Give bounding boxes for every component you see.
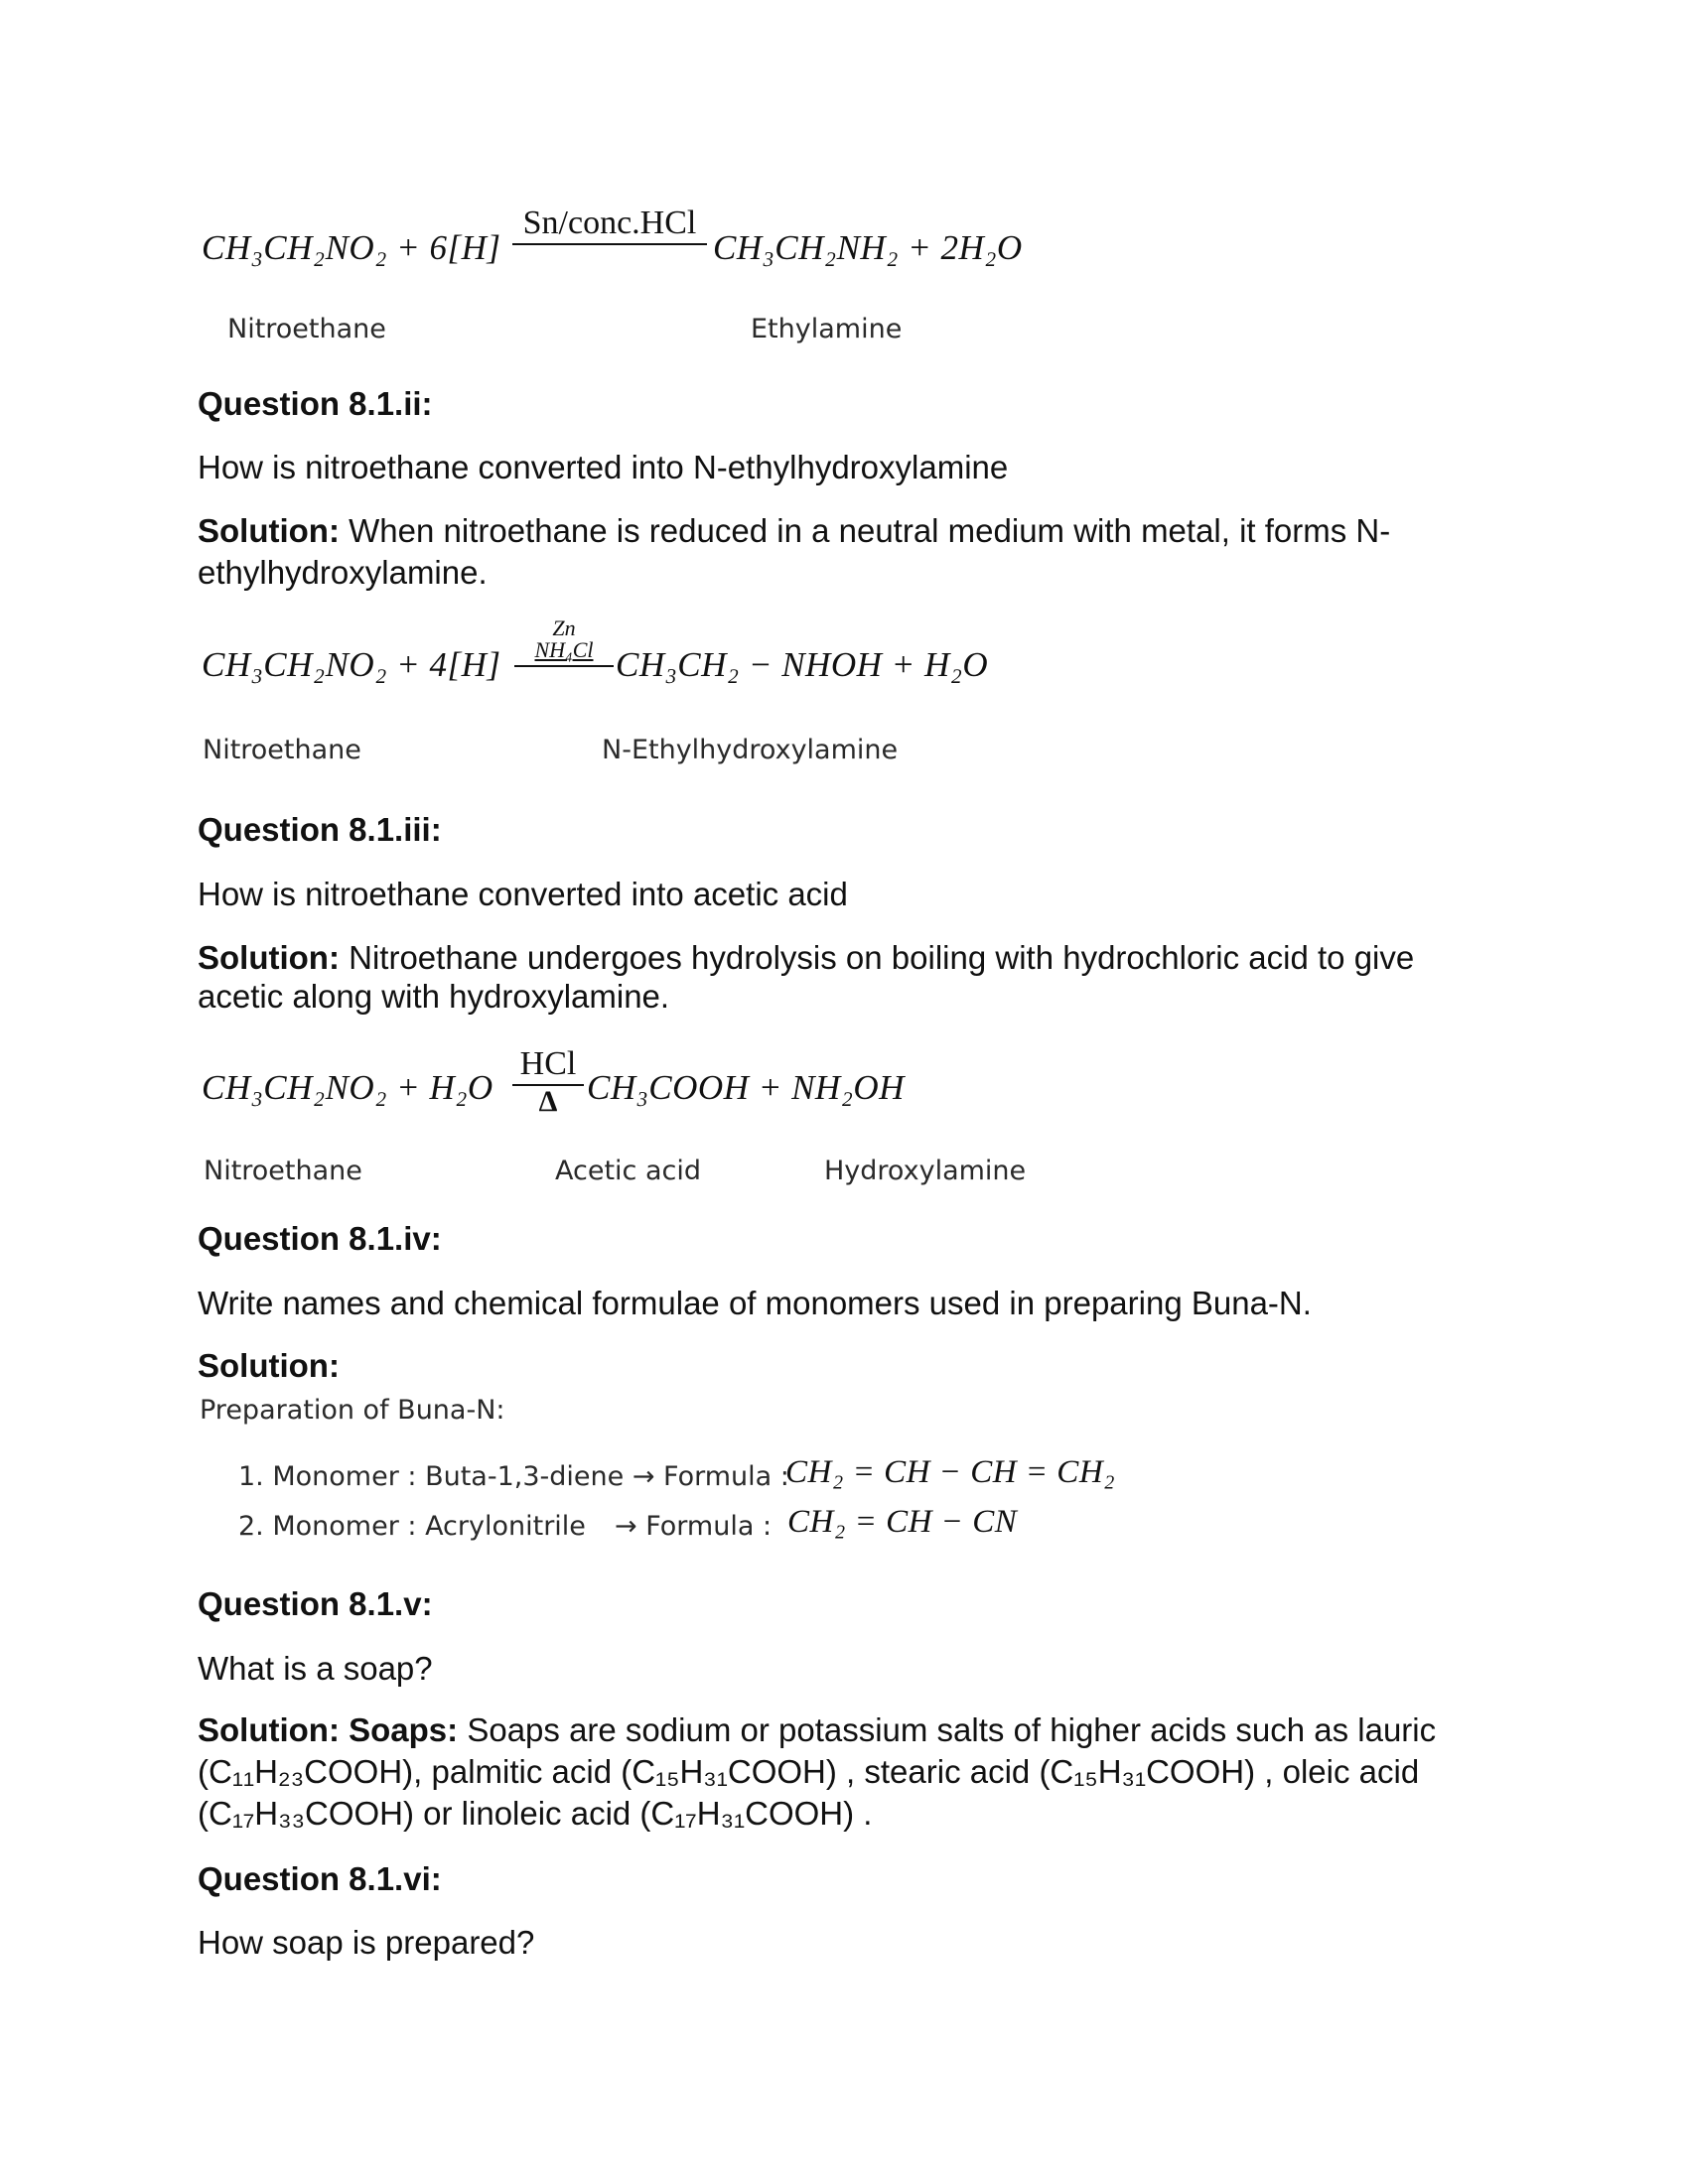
- monomer-formula: CH₂ = CH − CH = CH₂: [785, 1454, 1116, 1490]
- eq3-arrow-heat: Δ: [538, 1085, 558, 1118]
- question-text: Write names and chemical formulae of monomers used in preparing Buna-N.: [198, 1285, 1312, 1321]
- question-title: Question 8.1.iv:: [198, 1220, 442, 1257]
- eq1-product-label: Ethylamine: [751, 314, 903, 344]
- solution-label: [198, 1345, 340, 1387]
- eq3-lhs: CH₃CH₂NO₂ + H₂O: [202, 1068, 493, 1107]
- solution-text: [198, 1709, 1436, 1751]
- monomer-item: 1. Monomer : Buta-1,3-diene → Formula :: [238, 1461, 789, 1492]
- solution-label: Solution:: [198, 939, 340, 976]
- eq3-arrow-reagent: HCl: [519, 1045, 577, 1082]
- question-text: How soap is prepared?: [198, 1924, 535, 1961]
- monomer-item-formula-label: → Formula :: [615, 1511, 773, 1542]
- question-text: What is a soap?: [198, 1650, 433, 1687]
- eq2-arrow-medium: NH₄Cl: [534, 637, 594, 662]
- eq2-lhs: CH₃CH₂NO₂ + 4[H]: [202, 645, 501, 684]
- solution-line: When nitroethane is reduced in a neutral medium with metal, it forms N-: [339, 512, 1391, 549]
- monomer-formula: CH₂ = CH − CN: [787, 1504, 1018, 1540]
- solution-text-continued: (C₁₇H₃₃COOH) or linoleic acid (C₁₇H₃₁COOH) .: [198, 1795, 873, 1832]
- eq3-rhs: CH₃COOH + NH₂OH: [587, 1068, 905, 1107]
- solution-text: [198, 510, 1390, 552]
- solution-text: [198, 937, 1414, 979]
- eq3-product-label: Acetic acid: [555, 1156, 701, 1186]
- eq1-reactant-label: Nitroethane: [227, 314, 386, 344]
- solution-line: Nitroethane undergoes hydrolysis on boiling with hydrochloric acid to give: [339, 939, 1415, 976]
- eq2-arrow-catalyst: Zn: [552, 615, 576, 640]
- solution-text-continued: ethylhydroxylamine.: [198, 554, 488, 591]
- eq1-arrow: [512, 205, 707, 245]
- solution-line: Soaps are sodium or potassium salts of higher acids such as lauric: [458, 1711, 1437, 1748]
- eq1-lhs: CH₃CH₂NO₂ + 6[H]: [202, 228, 501, 267]
- question-text: How is nitroethane converted into N-ethylhydroxylamine: [198, 449, 1009, 485]
- question-title: Question 8.1.ii:: [198, 385, 433, 422]
- eq2-arrow: [514, 617, 614, 667]
- eq3-byproduct-label: Hydroxylamine: [824, 1156, 1027, 1186]
- eq2-arrow-line: [514, 665, 614, 667]
- solution-text-continued: (C₁₁H₂₃COOH), palmitic acid (C₁₅H₃₁COOH) , stearic acid (C₁₅H₃₁COOH) , oleic acid: [198, 1753, 1420, 1790]
- question-title: Question 8.1.iii:: [198, 811, 442, 848]
- eq2-rhs: CH₃CH₂ − NHOH + H₂O: [616, 645, 989, 684]
- monomer-item: 2. Monomer : Acrylonitrile: [238, 1511, 586, 1542]
- solution-label: Solution:: [198, 512, 340, 549]
- preparation-heading: Preparation of Buna-N:: [200, 1395, 505, 1426]
- eq1-rhs: CH₃CH₂NH₂ + 2H₂O: [713, 228, 1023, 267]
- question-title: Question 8.1.vi:: [198, 1860, 442, 1897]
- solution-label-text: Solution:: [198, 1347, 340, 1384]
- question-text: How is nitroethane converted into acetic acid: [198, 876, 848, 912]
- question-title: Question 8.1.v:: [198, 1585, 433, 1622]
- eq1-arrow-condition: Sn/conc.HCl: [522, 205, 697, 241]
- eq1-arrow-line: [512, 243, 707, 245]
- eq3-arrow: [512, 1046, 584, 1118]
- solution-label: Solution: Soaps:: [198, 1711, 459, 1748]
- eq2-product-label: N-Ethylhydroxylamine: [602, 735, 899, 765]
- solution-text-continued: acetic along with hydroxylamine.: [198, 978, 670, 1015]
- eq2-reactant-label: Nitroethane: [203, 735, 361, 765]
- eq3-reactant-label: Nitroethane: [204, 1156, 362, 1186]
